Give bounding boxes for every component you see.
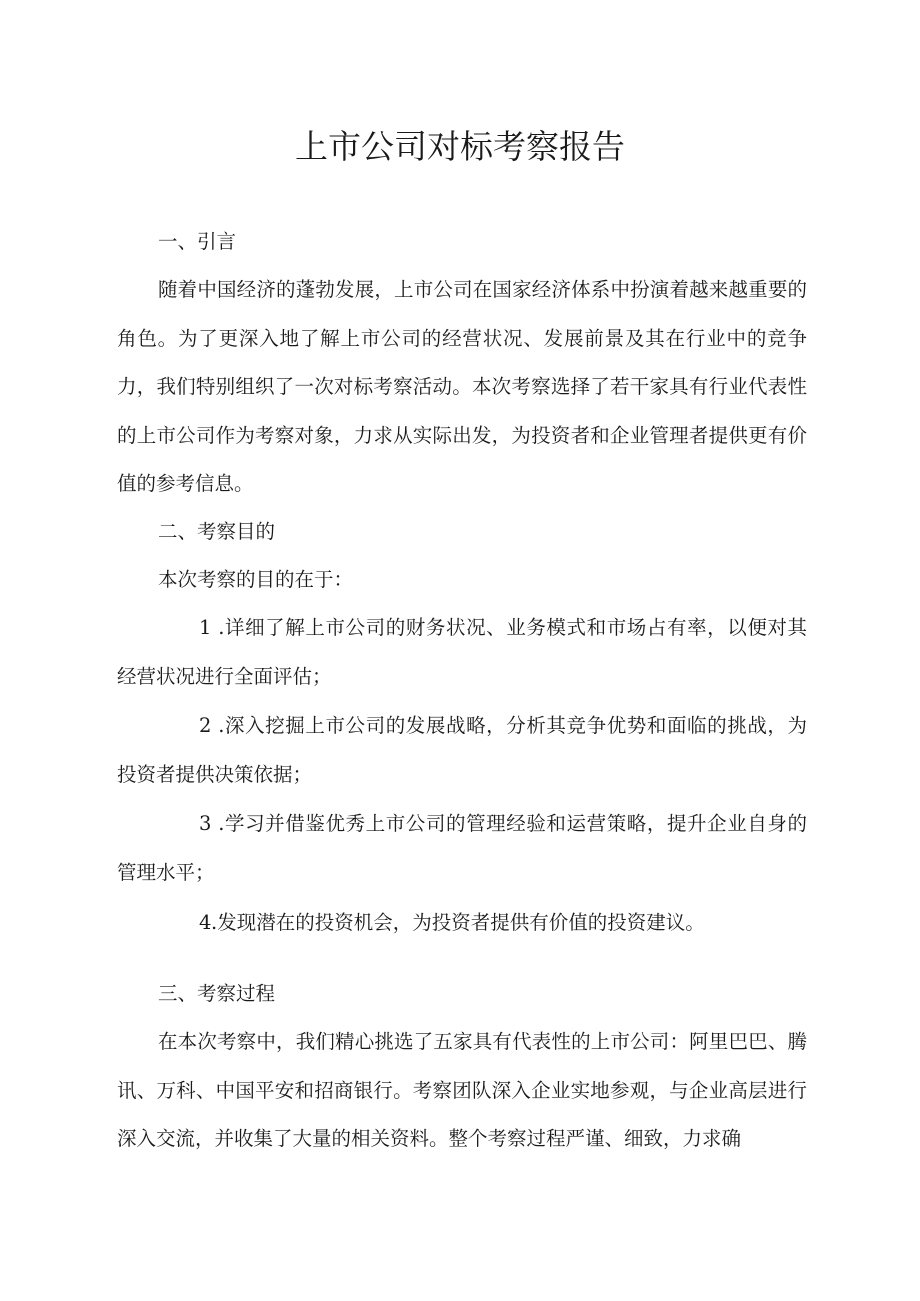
list-number: 4 xyxy=(199,911,212,934)
section-heading-process: 三、考察过程 xyxy=(158,982,276,1005)
purpose-item-4 xyxy=(117,899,807,948)
process-paragraph: 在本次考察中，我们精心挑选了五家具有代表性的上市公司：阿里巴巴、腾讯、万科、中国平安和招商银行。考察团队深入企业实地参观，与企业高层进行深入交流，并收集了大量的相关资料。整个考察过程严谨、细致，力求确 xyxy=(117,1030,807,1150)
document-title: 上市公司对标考察报告 xyxy=(295,127,625,166)
list-item-text: .深入挖掘上市公司的发展战略，分析其竞争优势和面临的挑战，为投资者提供决策依据； xyxy=(117,714,808,786)
list-number: 3 xyxy=(199,812,212,835)
purpose-item-3 xyxy=(117,800,807,897)
list-number: 2 xyxy=(199,714,212,737)
section-heading-purpose: 二、考察目的 xyxy=(158,520,276,543)
list-item-text: .详细了解上市公司的财务状况、业务模式和市场占有率，以便对其经营状况进行全面评估； xyxy=(117,616,808,688)
purpose-item-2 xyxy=(117,702,807,799)
list-number: 1 xyxy=(199,616,212,639)
introduction-paragraph: 随着中国经济的蓬勃发展，上市公司在国家经济体系中扮演着越来越重要的角色。为了更深入地了解上市公司的经营状况、发展前景及其在行业中的竞争力，我们特别组织了一次对标考察活动。本次考察选择了若干家具有行业代表性的上市公司作为考察对象，力求从实际出发，为投资者和企业管理者提供更有价值的参考信息。 xyxy=(117,278,807,495)
purpose-intro: 本次考察的目的在于： xyxy=(158,568,354,591)
purpose-item-1 xyxy=(117,604,807,701)
list-item-text: .发现潜在的投资机会，为投资者提供有价值的投资建议。 xyxy=(211,911,705,934)
section-heading-introduction: 一、引言 xyxy=(158,230,237,253)
list-item-text: .学习并借鉴优秀上市公司的管理经验和运营策略，提升企业自身的管理水平； xyxy=(117,812,808,884)
